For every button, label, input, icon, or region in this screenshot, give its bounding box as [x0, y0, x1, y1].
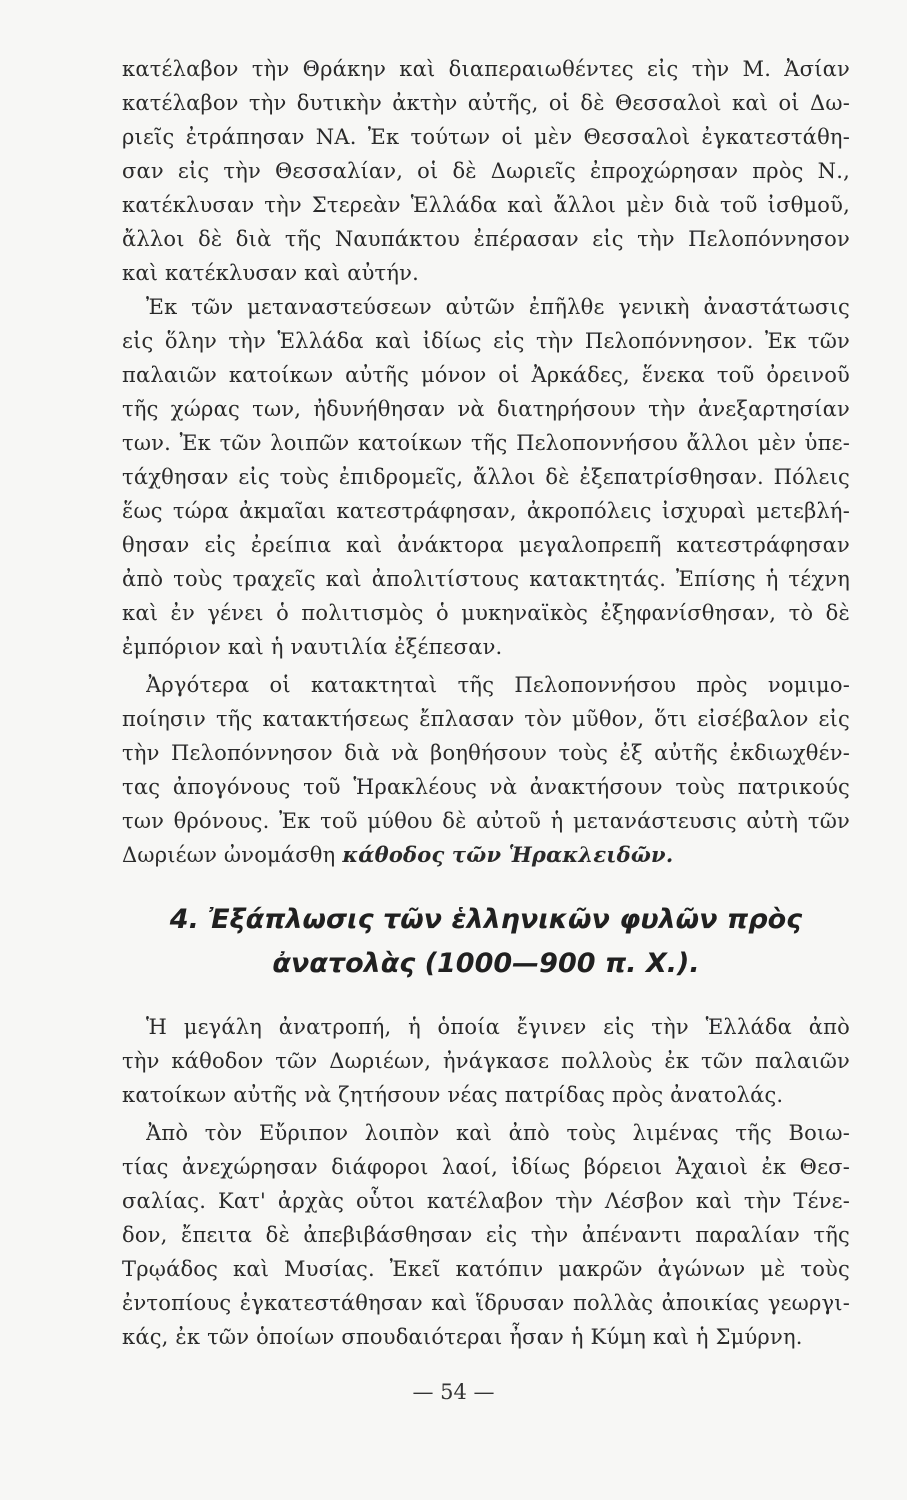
text-line: δον, ἔπειτα δὲ ἀπεβιβάσθησαν εἰς τὴν ἀπέναντι παραλίαν τῆς [122, 1223, 850, 1247]
text-line: ἐμπόριον καὶ ἡ ναυτιλία ἐξέπεσαν. [122, 635, 503, 659]
text-line: Ἐκ τῶν μεταναστεύσεων αὐτῶν ἐπῆλθε γενικὴ ἀναστάτωσις [146, 295, 850, 319]
text-line: θησαν εἰς ἐρείπια καὶ ἀνάκτορα μεγαλοπρεπῆ κατεστράφησαν [122, 533, 850, 557]
text-line: Ἀργότερα οἱ κατακτηταὶ τῆς Πελοποννήσου πρὸς νομιμο- [146, 673, 850, 697]
heading-line-1: 4. Ἐξάπλωσις τῶν ἑλληνικῶν φυλῶν πρὸς [169, 904, 803, 935]
text-line: ἄλλοι δὲ διὰ τῆς Ναυπάκτου ἐπέρασαν εἰς τὴν Πελοπόννησον [122, 227, 850, 251]
text-line: ἐντοπίους ἐγκατεστάθησαν καὶ ἵδρυσαν πολλὰς ἀποικίας γεωργι- [122, 1291, 850, 1315]
text-line: σαν εἰς τὴν Θεσσαλίαν, οἱ δὲ Δωριεῖς ἐπροχώρησαν πρὸς Ν., [122, 159, 850, 183]
text-line: τίας ἀνεχώρησαν διάφοροι λαοί, ἰδίως βόρειοι Ἀχαιοὶ ἐκ Θεσ- [122, 1155, 850, 1179]
text-line: σαλίας. Κατ' ἀρχὰς οὗτοι κατέλαβον τὴν Λέσβον καὶ τὴν Τένε- [122, 1189, 850, 1213]
text-line: Ἀπὸ τὸν Εὔριπον λοιπὸν καὶ ἀπὸ τοὺς λιμένας τῆς Βοιω- [146, 1121, 850, 1145]
text-line: κατοίκων αὐτῆς νὰ ζητήσουν νέας πατρίδας πρὸς ἀνατολάς. [122, 1083, 784, 1107]
text-line: των. Ἐκ τῶν λοιπῶν κατοίκων τῆς Πελοποννήσου ἄλλοι μὲν ὑπε- [122, 431, 850, 455]
text-line: τὴν Πελοπόννησον διὰ νὰ βοηθήσουν τοὺς ἐξ αὐτῆς ἐκδιωχθέν- [122, 741, 850, 765]
text-line: ριεῖς ἐτράπησαν ΝΑ. Ἐκ τούτων οἱ μὲν Θεσσαλοὶ ἐγκατεστάθη- [122, 125, 850, 149]
text-line: τὴν κάθοδον τῶν Δωριέων, ἠνάγκασε πολλοὺς ἐκ τῶν παλαιῶν [122, 1049, 850, 1073]
text-line: Ἡ μεγάλη ἀνατροπή, ἡ ὁποία ἔγινεν εἰς τὴν Ἑλλάδα ἀπὸ [146, 1015, 850, 1039]
text-line: κατέλαβον τὴν δυτικὴν ἀκτὴν αὐτῆς, οἱ δὲ Θεσσαλοὶ καὶ οἱ Δω- [122, 91, 850, 115]
text-line: ἕως τώρα ἀκμαῖαι κατεστράφησαν, ἀκροπόλεις ἰσχυραὶ μετεβλή- [122, 499, 850, 523]
text-line: Τρῳάδος καὶ Μυσίας. Ἐκεῖ κατόπιν μακρῶν ἀγώνων μὲ τοὺς [122, 1257, 850, 1281]
text-line: ποίησιν τῆς κατακτήσεως ἔπλασαν τὸν μῦθον, ὅτι εἰσέβαλον εἰς [122, 707, 850, 731]
text-line: τῆς χώρας των, ἠδυνήθησαν νὰ διατηρήσουν τὴν ἀνεξαρτησίαν [122, 397, 850, 421]
text-line: τας ἀπογόνους τοῦ Ἡρακλέους νὰ ἀνακτήσουν τοὺς πατρικούς [122, 775, 850, 799]
text-line: κάς, ἐκ τῶν ὁποίων σπουδαιότεραι ἦσαν ἡ Κύμη καὶ ἡ Σμύρνη. [122, 1325, 803, 1349]
text-line: καὶ ἐν γένει ὁ πολιτισμὸς ὁ μυκηναϊκὸς ἐξηφανίσθησαν, τὸ δὲ [122, 601, 850, 625]
text-line: ἀπὸ τοὺς τραχεῖς καὶ ἀπολιτίστους κατακτητάς. Ἐπίσης ἡ τέχνη [122, 567, 850, 591]
text-line: τάχθησαν εἰς τοὺς ἐπιδρομεῖς, ἄλλοι δὲ ἐξεπατρίσθησαν. Πόλεις [122, 465, 850, 489]
text-line [122, 838, 850, 872]
text-line: κατέκλυσαν τὴν Στερεὰν Ἑλλάδα καὶ ἄλλοι μὲν διὰ τοῦ ἰσθμοῦ, [122, 193, 850, 217]
text-line: παλαιῶν κατοίκων αὐτῆς μόνον οἱ Ἀρκάδες, ἕνεκα τοῦ ὀρεινοῦ [122, 363, 850, 387]
emphasized-term: κάθοδος τῶν Ἡρακλειδῶν. [342, 842, 674, 867]
page-number: — 54 — [412, 1380, 495, 1404]
text-line: εἰς ὅλην τὴν Ἑλλάδα καὶ ἰδίως εἰς τὴν Πελοπόννησον. Ἐκ τῶν [122, 329, 850, 353]
text-plain: Δωριέων ὠνομάσθη [122, 843, 343, 867]
text-line: κατέλαβον τὴν Θράκην καὶ διαπεραιωθέντες εἰς τὴν Μ. Ἀσίαν [122, 57, 850, 81]
text-line: καὶ κατέκλυσαν καὶ αὐτήν. [122, 261, 419, 285]
text-line: των θρόνους. Ἐκ τοῦ μύθου δὲ αὐτοῦ ἡ μετανάστευσις αὐτὴ τῶν [122, 809, 850, 833]
heading-line-2: ἀνατολὰς (1000—900 π. Χ.). [272, 948, 700, 979]
